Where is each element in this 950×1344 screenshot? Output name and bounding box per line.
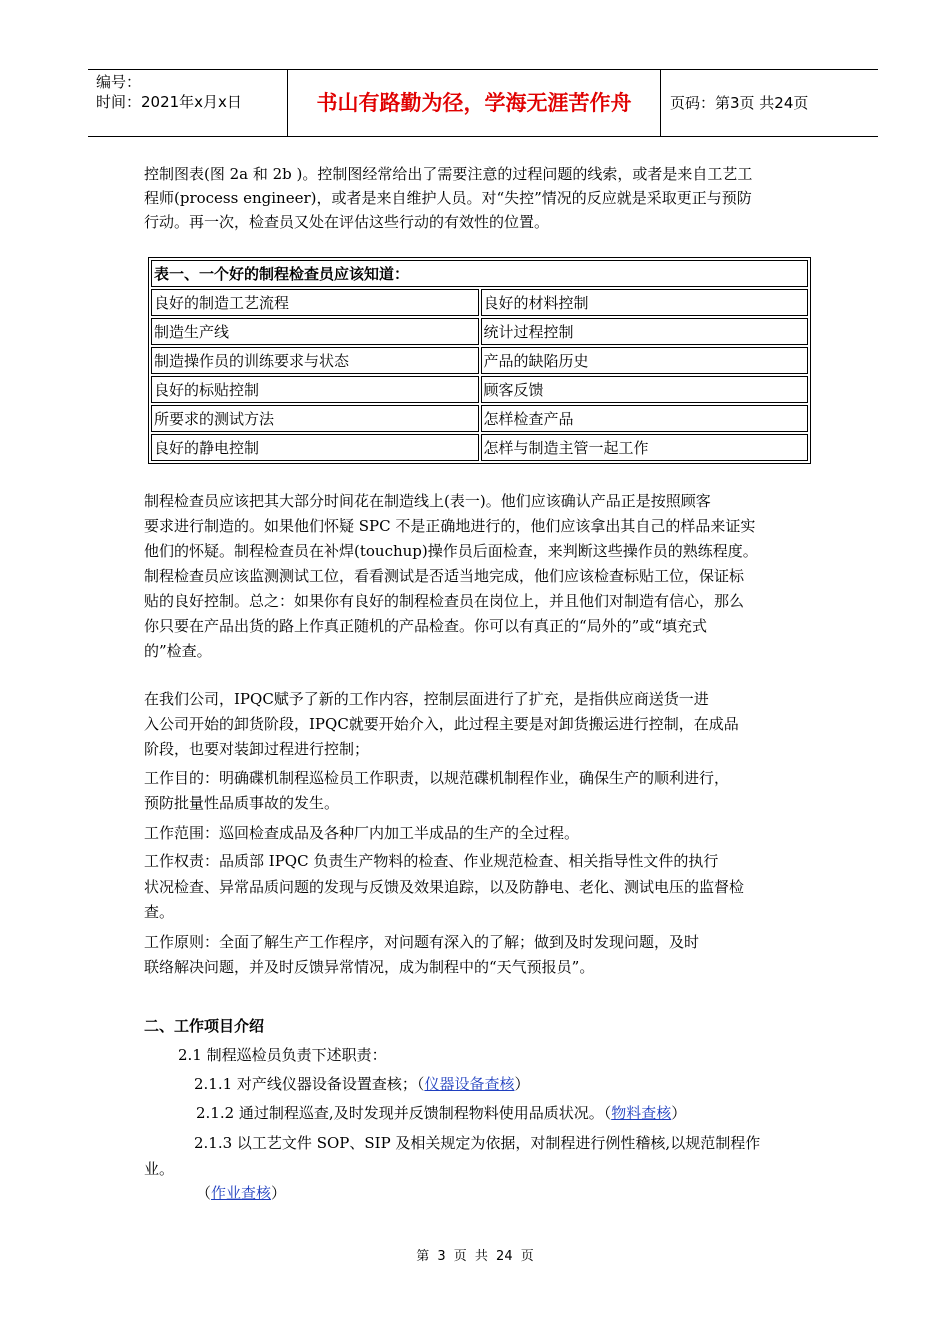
body-line: 制程检查员应该把其大部分时间花在制造线上(表一)。他们应该确认产品正是按照顾客	[144, 492, 711, 510]
item-2-1-2-text: 2.1.2 通过制程巡查,及时发现并反馈制程物料使用品质状况。（	[196, 1104, 612, 1122]
table-cell: 顾客反馈	[481, 376, 809, 403]
item-2-1-2-close: ）	[671, 1104, 687, 1122]
body-line: 状况检查、异常品质问题的发现与反馈及效果追踪，以及防静电、老化、测试电压的监督检	[144, 878, 745, 896]
document-time-label: 时间：2021年x月x日	[96, 93, 242, 111]
table-cell: 良好的制造工艺流程	[151, 289, 479, 316]
header-motto: 书山有路勤为径，学海无涯苦作舟	[316, 91, 632, 115]
intro-line: 程师(process engineer)，或者是来自维护人员。对“失控”情况的反应就是采取更正与预防	[144, 189, 752, 207]
body-line: 贴的良好控制。总之：如果你有良好的制程检查员在岗位上，并且他们对制造有信心，那么	[144, 592, 745, 610]
table-row	[151, 405, 808, 432]
body-line: 你只要在产品出货的路上作真正随机的产品检查。你可以有真正的“局外的”或“填充式	[144, 617, 708, 635]
intro-line: 控制图表(图 2a 和 2b )。控制图经常给出了需要注意的过程问题的线索，或者是来自工艺工	[144, 165, 753, 183]
section-heading: 二、工作项目介绍	[144, 1017, 265, 1035]
material-check-link[interactable]: 物料查核	[611, 1104, 672, 1122]
table-row	[151, 376, 808, 403]
table-cell: 良好的标贴控制	[151, 376, 479, 403]
body-line: 查。	[144, 903, 175, 921]
table-cell: 怎样与制造主管一起工作	[481, 434, 809, 461]
body-line: 预防批量性品质事故的发生。	[144, 794, 340, 812]
body-line: 工作权责：品质部 IPQC 负责生产物料的检查、作业规范检查、相关指导性文件的执行	[144, 852, 719, 870]
work-scope-paragraph: 工作范围：巡回检查成品及各种厂内加工半成品的生产的全过程。	[144, 824, 580, 842]
table-cell: 良好的材料控制	[481, 289, 809, 316]
table-cell: 制造操作员的训练要求与状态	[151, 347, 479, 374]
body-line: 2.1.3 以工艺文件 SOP、SIP 及相关规定为依据，对制程进行例性稽核,以规范制程作	[194, 1134, 761, 1152]
body-line: 阶段，也要对装卸过程进行控制；	[144, 740, 370, 758]
body-line: 工作目的：明确碟机制程巡检员工作职责，以规范碟机制程作业，确保生产的顺利进行，	[144, 769, 730, 787]
item-2-1-3-close: ）	[271, 1184, 287, 1202]
body-line: 联络解决问题，并及时反馈异常情况，成为制程中的“天气预报员”。	[144, 958, 595, 976]
operation-check-link[interactable]: 作业查核	[211, 1184, 272, 1202]
table-cell: 产品的缺陷历史	[481, 347, 809, 374]
table-row	[151, 434, 808, 461]
document-number-label: 编号：	[96, 73, 142, 91]
item-2-1-1-text: 2.1.1 对产线仪器设备设置查核；（	[194, 1075, 425, 1093]
item-2-1-1	[194, 1071, 529, 1097]
table-cell: 制造生产线	[151, 318, 479, 345]
inspector-knowledge-table	[148, 257, 811, 464]
table-title-row	[151, 260, 808, 287]
item-2-1-3-link-line	[196, 1180, 286, 1206]
body-line: 业。	[144, 1160, 175, 1178]
table-cell: 良好的静电控制	[151, 434, 479, 461]
item-2-1: 2.1 制程巡检员负责下述职责：	[178, 1046, 387, 1064]
page-footer: 第 3 页 共 24 页	[416, 1249, 534, 1264]
body-line: 的”检查。	[144, 642, 212, 660]
table-row	[151, 347, 808, 374]
item-2-1-3-open: （	[196, 1184, 212, 1202]
header-divider-right	[660, 69, 661, 136]
page-number-label: 页码：第3页 共24页	[670, 94, 809, 112]
body-line: 工作原则：全面了解生产工作程序，对问题有深入的了解；做到及时发现问题，及时	[144, 933, 700, 951]
body-line: 要求进行制造的。如果他们怀疑 SPC 不是正确地进行的，他们应该拿出其自己的样品来证实	[144, 517, 756, 535]
item-2-1-2	[196, 1100, 686, 1126]
table-title: 表一、一个好的制程检查员应该知道：	[151, 260, 808, 287]
header-top-rule	[88, 69, 878, 70]
body-line: 入公司开始的卸货阶段，IPQC就要开始介入，此过程主要是对卸货搬运进行控制，在成品	[144, 715, 739, 733]
table-cell: 怎样检查产品	[481, 405, 809, 432]
equipment-check-link[interactable]: 仪器设备查核	[424, 1075, 515, 1093]
table-row	[151, 289, 808, 316]
body-line: 他们的怀疑。制程检查员在补焊(touchup)操作员后面检查，来判断这些操作员的熟练程度。	[144, 542, 758, 560]
item-2-1-1-close: ）	[514, 1075, 530, 1093]
body-line: 在我们公司，IPQC赋予了新的工作内容，控制层面进行了扩充，是指供应商送货一进	[144, 690, 709, 708]
table-row	[151, 318, 808, 345]
table-cell: 所要求的测试方法	[151, 405, 479, 432]
body-line: 制程检查员应该监测测试工位，看看测试是否适当地完成，他们应该检查标贴工位，保证标	[144, 567, 745, 585]
intro-line: 行动。再一次，检查员又处在评估这些行动的有效性的位置。	[144, 213, 550, 231]
header-bottom-rule	[88, 136, 878, 137]
table-cell: 统计过程控制	[481, 318, 809, 345]
